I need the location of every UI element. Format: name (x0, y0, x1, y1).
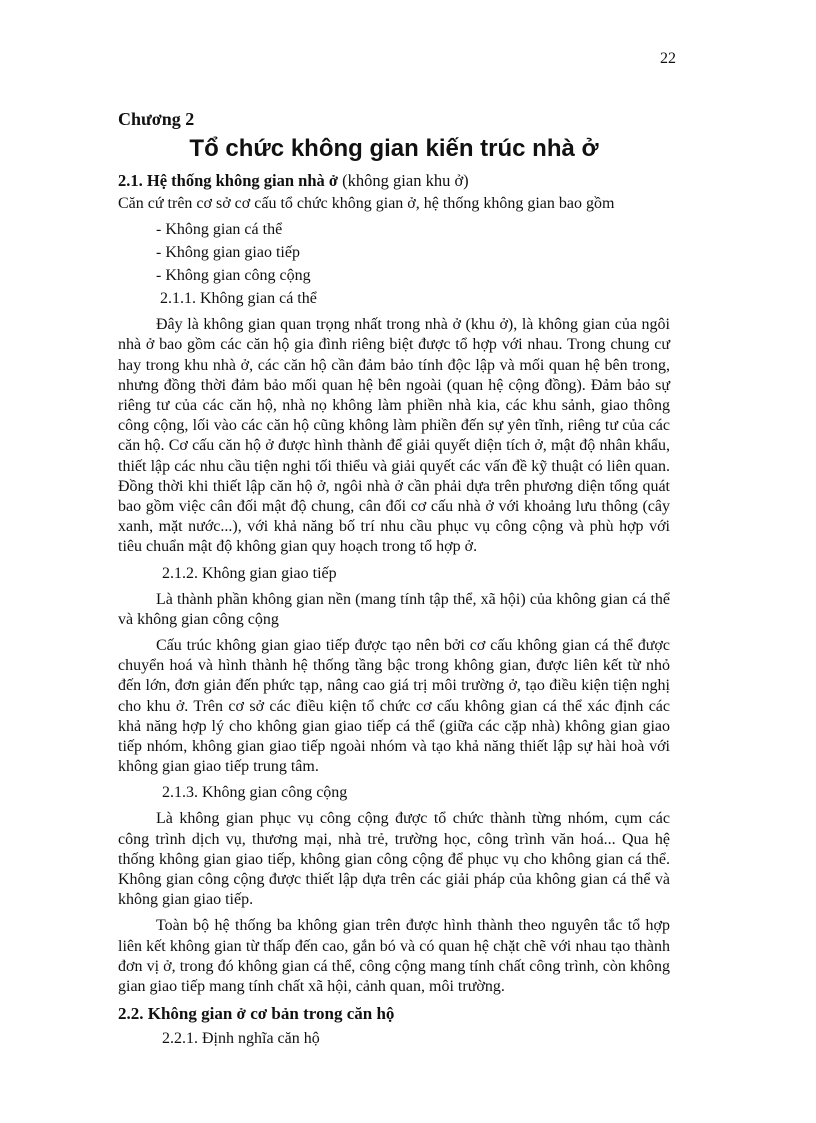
list-item: - Không gian cá thể (156, 221, 283, 239)
list-item: - Không gian công cộng (156, 267, 311, 285)
list-item: - Không gian giao tiếp (156, 244, 300, 262)
subsection-2-1-2-paragraph-1: Là thành phần không gian nền (mang tính tập thể, xã hội) của không gian cá thể và không gian công cộng (118, 590, 670, 628)
chapter-title: Tổ chức không gian kiến trúc nhà ở (189, 135, 599, 162)
page-number: 22 (660, 50, 676, 67)
subsection-2-1-2-paragraph-2: Cấu trúc không gian giao tiếp được tạo nên bởi cơ cấu không gian cá thể được chuyển hoá và hình thành hệ thống tầng bậc trong không gian, được liên kết từ nhỏ đến lớn, đơn giản đến phức tạp, nâng cao giá trị môi trường ở, tạo điều kiện tiện nghị cho khu ở. Trên cơ sở các điều kiện tổ chức cơ cấu không gian cá thể xác định các khả năng hợp lý cho không gian giao tiếp cá thể (giữa các cặp nhà) không gian giao tiếp nhóm, không gian giao tiếp ngoài nhóm và tạo khả năng thiết lập sự hài hoà với không gian giao tiếp trung tâm. (118, 637, 670, 776)
section-2-1-intro: Căn cứ trên cơ sở cơ cấu tổ chức không gian ở, hệ thống không gian bao gồm (118, 195, 615, 212)
section-2-1-heading-note: (không gian khu ở) (338, 171, 469, 190)
section-2-2-heading: 2.2. Không gian ở cơ bản trong căn hộ (118, 1004, 395, 1024)
subsection-2-1-3-paragraph-2: Toàn bộ hệ thống ba không gian trên được hình thành theo nguyên tắc tổ hợp liên kết không gian từ thấp đến cao, gắn bó và có quan hệ chặt chẽ với nhau tạo thành đơn vị ở, trong đó không gian cá thể, công cộng mang tính chất công trình, còn không gian giao tiếp mang tính chất xã hội, cảnh quan, môi trường. (118, 917, 670, 996)
chapter-label: Chương 2 (118, 109, 195, 129)
subsection-2-1-1-paragraph: Đây là không gian quan trọng nhất trong nhà ở (khu ở), là không gian của ngôi nhà ở bao gồm các căn hộ gia đình riêng biệt được tổ hợp với nhau. Trong chung cư hay trong khu nhà ở, các căn hộ cần đảm bảo tính độc lập và mối quan hệ bên trong, nhưng đồng thời đảm bảo mối quan hệ bên ngoài (quan hệ cộng đồng). Đảm bảo sự riêng tư của các căn hộ, nhà nọ không làm phiền nhà kia, các khu sảnh, giao thông công cộng, lối vào các căn hộ cũng không làm phiền đến sự yên tĩnh, riêng tư của các căn hộ. Cơ cấu căn hộ ở được hình thành để giải quyết diện tích ở, mật độ nhân khẩu, thiết lập các nhu cầu tiện nghi tối thiểu và giải quyết các vấn đề kỹ thuật có liên quan. Đồng thời khi thiết lập căn hộ ở, ngôi nhà ở cần phải dựa trên phương diện tổng quát bao gồm việc cân đối mật độ chung, cân đối cơ cấu nhà ở với khoảng lưu thông (cây xanh, mặt nước...), với khả năng bố trí nhu cầu phục vụ công cộng và phù hợp với tiêu chuẩn mật độ không gian quy hoạch trong tổ hợp ở. (118, 316, 670, 556)
subsection-2-2-1-heading: 2.2.1. Định nghĩa căn hộ (162, 1030, 320, 1048)
subsection-2-1-2-heading: 2.1.2. Không gian giao tiếp (162, 564, 337, 582)
section-2-1-heading-bold: 2.1. Hệ thống không gian nhà ở (118, 171, 339, 190)
subsection-2-1-3-heading: 2.1.3. Không gian công cộng (162, 784, 348, 802)
subsection-2-1-1-heading: 2.1.1. Không gian cá thể (160, 290, 317, 308)
subsection-2-1-3-paragraph-1: Là không gian phục vụ công cộng được tổ chức thành từng nhóm, cụm các công trình dịch vụ, thương mại, nhà trẻ, trường học, công trình văn hoá... Qua hệ thống không gian giao tiếp, không gian công cộng để phục vụ cho không gian cá thể. Không gian công cộng được thiết lập dựa trên các giải pháp của không gian cá thể và không gian giao tiếp. (118, 810, 670, 909)
page-content (118, 108, 670, 1055)
space-types-list (118, 218, 670, 287)
section-2-1-heading (118, 170, 670, 192)
